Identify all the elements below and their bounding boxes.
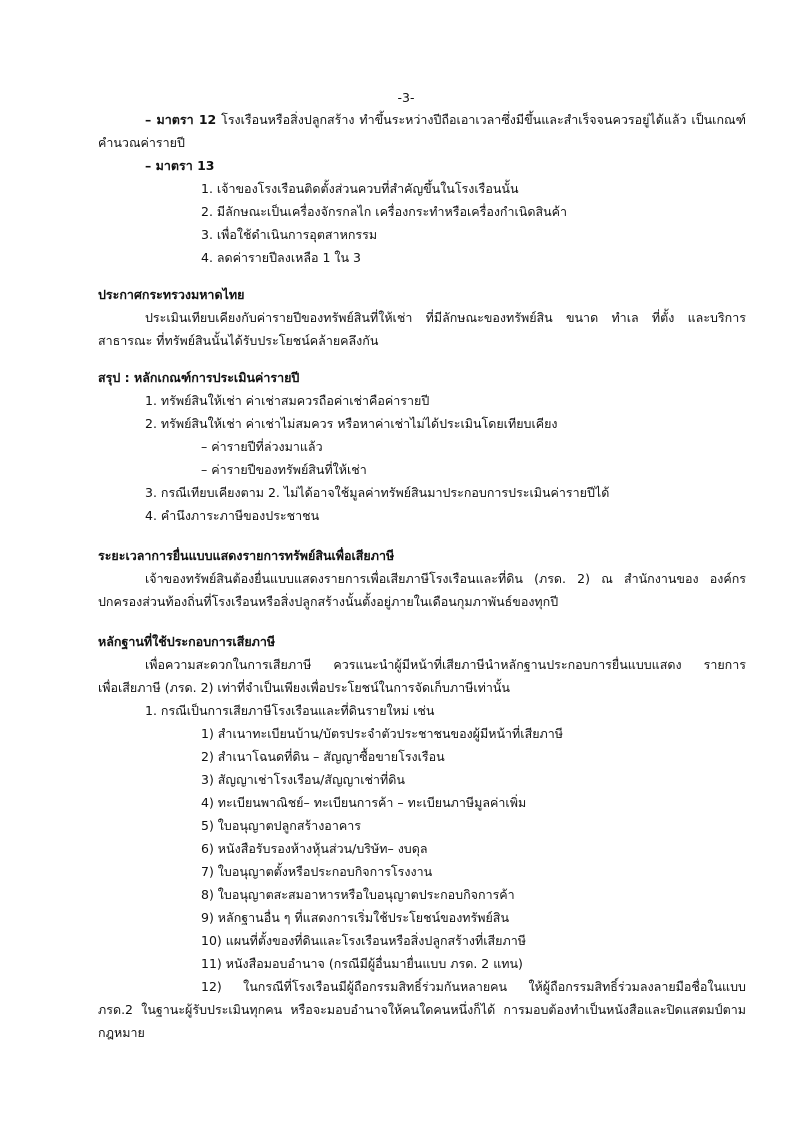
page-number: -3- <box>397 90 415 105</box>
evidence-item-12-line-3: กฎหมาย <box>98 1025 145 1040</box>
evidence-item-12-line-2: ภรด.2 ในฐานะผู้รับประเมินทุกคน หรือจะมอบอำนาจให้คนใดคนหนึ่งก็ได้ การมอบต้องทำเป็นหนังสือและปิดแสตมป์ตาม <box>98 1002 746 1017</box>
filing-heading: ระยะเวลาการยื่นแบบแสดงรายการทรัพย์สินเพื่อเสียภาษี <box>98 548 395 563</box>
summary-item: 4. คำนึงภาระภาษีของประชาชน <box>145 508 320 523</box>
section-13-item: 4. ลดค่ารายปีลงเหลือ 1 ใน 3 <box>201 250 361 265</box>
section-12-text: โรงเรือนหรือสิ่งปลูกสร้าง ทำขึ้นระหว่างปีถือเอาเวลาซึ่งมีขึ้นและสำเร็จจนควรอยู่ได้แล้ว เป็นเกณฑ์ <box>216 112 746 127</box>
summary-item: 3. กรณีเทียบเคียงตาม 2. ไม่ได้อาจใช้มูลค่าทรัพย์สินมาประกอบการประเมินค่ารายปีได้ <box>145 485 610 500</box>
evidence-doc-item: 6) หนังสือรับรองห้างหุ้นส่วน/บริษัท– งบดุล <box>201 841 428 856</box>
evidence-line-1: เพื่อความสะดวกในการเสียภาษี ควรแนะนำผู้มีหน้าที่เสียภาษีนำหลักฐานประกอบการยื่นแบบแสดง รายการ <box>145 657 746 672</box>
summary-heading: สรุป : หลักเกณฑ์การประเมินค่ารายปี <box>98 370 300 385</box>
evidence-doc-item: 3) สัญญาเช่าโรงเรือน/สัญญาเช่าที่ดิน <box>201 772 405 787</box>
summary-item: 2. ทรัพย์สินให้เช่า ค่าเช่าไม่สมควร หรือหาค่าเช่าไม่ได้ประเมินโดยเทียบเคียง <box>145 416 558 431</box>
evidence-doc-item: 10) แผนที่ตั้งของที่ดินและโรงเรือนหรือสิ่งปลูกสร้างที่เสียภาษี <box>201 933 526 948</box>
section-12-label: – มาตรา 12 <box>145 112 217 127</box>
summary-sub-item: – ค่ารายปีที่ล่วงมาแล้ว <box>201 439 323 454</box>
ministry-line-2: สาธารณะ ที่ทรัพย์สินนั้นได้รับประโยชน์คล้ายคลึงกัน <box>98 333 379 348</box>
evidence-doc-item: 1) สำเนาทะเบียนบ้าน/บัตรประจำตัวประชาชนของผู้มีหน้าที่เสียภาษี <box>201 726 564 741</box>
evidence-doc-item: 8) ใบอนุญาตสะสมอาหารหรือใบอนุญาตประกอบกิจการค้า <box>201 887 515 902</box>
page-content <box>98 108 746 1044</box>
evidence-doc-item: 2) สำเนาโฉนดที่ดิน – สัญญาซื้อขายโรงเรือน <box>201 749 445 764</box>
ministry-heading: ประกาศกระทรวงมหาดไทย <box>98 287 245 302</box>
evidence-doc-item: 5) ใบอนุญาตปลูกสร้างอาคาร <box>201 818 361 833</box>
evidence-doc-item: 7) ใบอนุญาตตั้งหรือประกอบกิจการโรงงาน <box>201 864 433 879</box>
filing-line-1: เจ้าของทรัพย์สินต้องยื่นแบบแสดงรายการเพื่อเสียภาษีโรงเรือนและที่ดิน (ภรด. 2) ณ สำนักงานของ องค์กร <box>145 571 746 586</box>
section-12-line-1 <box>98 108 746 131</box>
summary-item: 1. ทรัพย์สินให้เช่า ค่าเช่าสมควรถือค่าเช่าคือค่ารายปี <box>145 393 430 408</box>
filing-line-2: ปกครองส่วนท้องถิ่นที่โรงเรือนหรือสิ่งปลูกสร้างนั้นตั้งอยู่ภายในเดือนกุมภาพันธ์ของทุกปี <box>98 594 559 609</box>
evidence-heading: หลักฐานที่ใช้ประกอบการเสียภาษี <box>98 634 276 649</box>
evidence-doc-item: 9) หลักฐานอื่น ๆ ที่แสดงการเริ่มใช้ประโยชน์ของทรัพย์สิน <box>201 910 509 925</box>
evidence-doc-item: 11) หนังสือมอบอำนาจ (กรณีมีผู้อื่นมายื่นแบบ ภรด. 2 แทน) <box>201 956 523 971</box>
evidence-item-12-line-1: 12) ในกรณีที่โรงเรือนมีผู้ถือกรรมสิทธิ์ร่วมกันหลายคน ให้ผู้ถือกรรมสิทธิ์ร่วมลงลายมือชื่อในแบบ <box>201 979 746 994</box>
evidence-line-2: เพื่อเสียภาษี (ภรด. 2) เท่าที่จำเป็นเพียงเพื่อประโยชน์ในการจัดเก็บภาษีเท่านั้น <box>98 680 510 695</box>
evidence-case-1: 1. กรณีเป็นการเสียภาษีโรงเรือนและที่ดินรายใหม่ เช่น <box>145 703 435 718</box>
section-13-item: 1. เจ้าของโรงเรือนติดตั้งส่วนควบที่สำคัญขึ้นในโรงเรือนนั้น <box>201 181 519 196</box>
section-12-line-2: คำนวณค่ารายปี <box>98 135 185 150</box>
evidence-doc-item: 4) ทะเบียนพาณิชย์– ทะเบียนการค้า – ทะเบียนภาษีมูลค่าเพิ่ม <box>201 795 527 810</box>
section-13-label: – มาตรา 13 <box>145 158 215 173</box>
section-13-item: 3. เพื่อใช้ดำเนินการอุตสาหกรรม <box>201 227 378 242</box>
section-13-item: 2. มีลักษณะเป็นเครื่องจักรกลไก เครื่องกระทำหรือเครื่องกำเนิดสินค้า <box>201 204 568 219</box>
ministry-line-1: ประเมินเทียบเคียงกับค่ารายปีของทรัพย์สินที่ให้เช่า ที่มีลักษณะของทรัพย์สิน ขนาด ทำเล ที่ตั้ง และบริการ <box>145 310 746 325</box>
summary-sub-item: – ค่ารายปีของทรัพย์สินที่ให้เช่า <box>201 462 367 477</box>
